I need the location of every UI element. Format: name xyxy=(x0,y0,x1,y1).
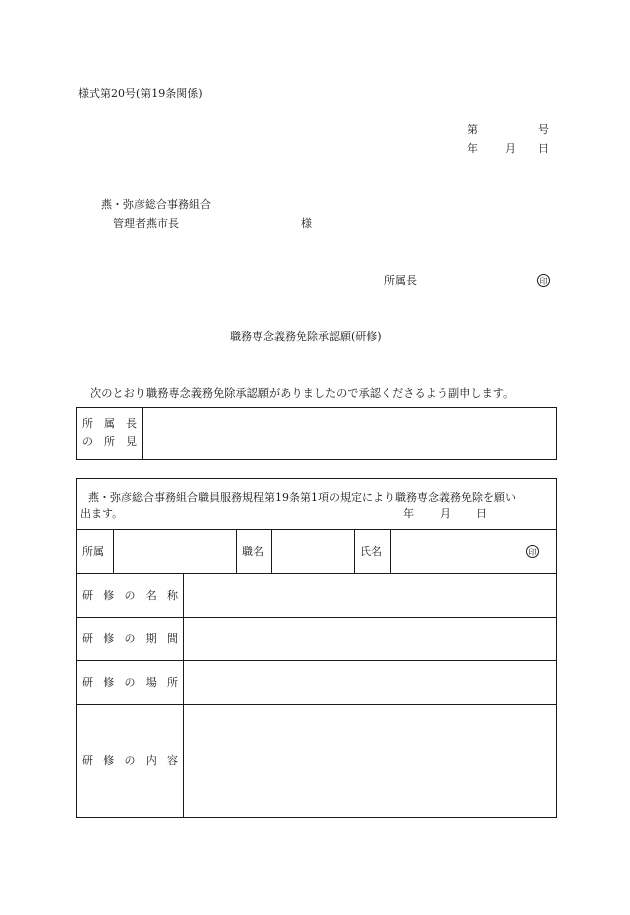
application-date-tsuki: 月 xyxy=(440,507,451,520)
training-place-label: 研 修 の 場 所 xyxy=(82,676,178,689)
addressee-org: 燕・弥彦総合事務組合 xyxy=(101,198,211,211)
seal-icon: 印 xyxy=(537,274,550,287)
application-date-nen: 年 xyxy=(403,507,414,520)
name-label: 氏名 xyxy=(360,545,382,558)
application-text-line2: 出ます。 xyxy=(80,507,124,520)
seal-icon: 印 xyxy=(526,545,539,558)
training-period-label: 研 修 の 期 間 xyxy=(82,632,178,645)
addressee-title: 管理者燕市長 xyxy=(113,217,179,230)
application-date-hi: 日 xyxy=(476,507,487,520)
affiliation-field[interactable] xyxy=(114,530,236,573)
form-number: 様式第20号(第19条関係) xyxy=(78,87,203,100)
number-go: 号 xyxy=(538,123,549,136)
training-content-field[interactable] xyxy=(184,705,556,817)
addressee-sama: 様 xyxy=(301,217,312,230)
name-field[interactable] xyxy=(391,530,511,573)
post-field[interactable] xyxy=(272,530,354,573)
opinion-label-line1: 所 属 長 xyxy=(82,417,137,430)
post-label: 職名 xyxy=(242,545,264,558)
affiliation-label: 所属 xyxy=(82,545,104,558)
opinion-label-line2: の 所 見 xyxy=(82,435,137,448)
document-title: 職務専念義務免除承認願(研修) xyxy=(230,330,382,343)
application-text-line1: 燕・弥彦総合事務組合職員服務規程第19条第1項の規定により職務専念義務免除を願い xyxy=(88,491,516,504)
training-period-field[interactable] xyxy=(184,618,556,660)
intro-text: 次のとおり職務専念義務免除承認願がありましたので承認くださるよう副申します。 xyxy=(90,387,515,400)
sender-label: 所属長 xyxy=(384,274,417,287)
row1-divider-2 xyxy=(236,529,237,573)
training-place-field[interactable] xyxy=(184,661,556,704)
training-content-label: 研 修 の 内 容 xyxy=(82,754,178,767)
number-dai: 第 xyxy=(467,123,478,136)
date-nen: 年 xyxy=(467,142,478,155)
opinion-field[interactable] xyxy=(143,408,556,459)
training-name-field[interactable] xyxy=(184,574,556,617)
date-hi: 日 xyxy=(538,142,549,155)
row1-divider-4 xyxy=(354,529,355,573)
date-tsuki: 月 xyxy=(505,142,516,155)
training-name-label: 研 修 の 名 称 xyxy=(82,589,178,602)
